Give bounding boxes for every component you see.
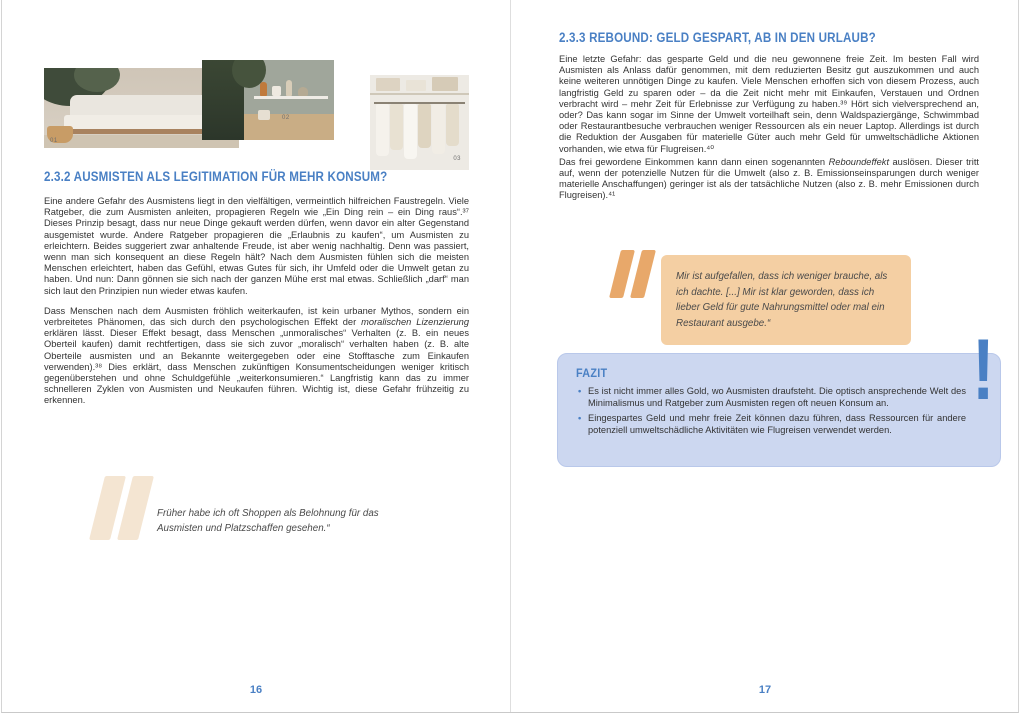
fazit-bullet: • Eingespartes Geld und mehr freie Zeit können dazu führen, dass Ressourcen für andere potenziell umweltschädliche Aktivitäten wie Flugreisen verwendet werden. [576, 413, 966, 436]
page-number: 16 [249, 684, 263, 696]
page-16 [2, 0, 510, 712]
vase-shape [272, 86, 281, 96]
sofa-seat-shape [64, 115, 224, 130]
pull-quote: Früher habe ich oft Shoppen als Belohnung für das Ausmisten und Platzschaffen gesehen.“ [157, 508, 379, 534]
paragraph: Das frei gewordene Einkommen kann dann einen sogenannten Reboundeffekt auslösen. Dieser tritt auf, wenn der potenzielle Nutzen für die Umwelt (also z. B. Emissionseinsparungen durch weniger materielle Anschaffungen) geringer ist als der tatsächliche Nutzen (also z. B. mehr Emissionen durch Flugreisen).⁴¹ [559, 156, 979, 201]
photo-number-label: 03 [453, 156, 461, 162]
vase-shape [260, 82, 267, 96]
storage-box-shape [432, 77, 458, 91]
fazit-title: FAZIT [576, 366, 608, 380]
photo-shelf [202, 60, 334, 140]
fazit-bullet: • Es ist nicht immer alles Gold, wo Ausmisten draufsteht. Die optisch ansprechende Welt des Minimalismus und Ratgeber zum Ausmisten regen oft neuen Konsum an. [576, 386, 966, 409]
hanging-garment-shape [446, 104, 459, 146]
storage-box-shape [376, 78, 400, 91]
body-text-column [559, 54, 979, 204]
body-text-column [44, 196, 469, 416]
page-number: 17 [758, 684, 772, 696]
photo-wardrobe [370, 75, 469, 170]
paragraph: Eine andere Gefahr des Ausmistens liegt in den vielfältigen, vermeintlich hilfreichen Faustregeln. Viele Ratgeber, die zum Ausmisten anleiten, propagieren Regeln wie „Ein Ding rein – ein Ding raus“.³⁷ Dieses Prinzip besagt, dass nur neue Dinge gekauft werden dürfen, wenn davor ein alter Gegenstand ausgemistet wurde. Andere Ratgeber propagieren die „Erlaubnis zu kaufen“, um Ausmisten zu erleichtern. Beides suggeriert zwar anhaltende Freude, ist aber wenig nachhaltig. Denn was passiert, wenn man sich konsequent an diese Regeln hält? Nach dem Ausmisten fühlen sich die meisten Menschen erleichtert, haben das Gefühl, etwas Gutes für sich, ihr Umfeld oder die Umwelt getan zu haben. Und nun: Dann gönnen sie sich nach der ganzen Mühe erst mal etwas. Schließlich „darf“ man sich laut den Prinzipien nun wieder etwas kaufen. [44, 196, 469, 296]
exclamation-mark-icon: ! [972, 322, 995, 418]
vase-shape [286, 80, 292, 96]
hanging-garment-shape [432, 104, 445, 154]
section-heading-2-3-2: 2.3.2 AUSMISTEN ALS LEGITIMATION FÜR MEHR KONSUM? [44, 169, 388, 184]
photo-number-label: 01 [50, 138, 58, 144]
section-heading-2-3-3: 2.3.3 REBOUND: GELD GESPART, AB IN DEN URLAUB? [559, 30, 876, 45]
pull-quote: Mir ist aufgefallen, dass ich weniger brauche, als ich dachte. [...] Mir ist klar geworden, dass ich lieber Geld für gute Nahrungsmittel oder mal ein Restaurant ausgebe.“ [676, 271, 888, 329]
quote-mark-icon [615, 250, 650, 298]
book-spread [1, 0, 1019, 713]
fazit-box [557, 353, 1001, 467]
shelf-shape [254, 96, 328, 99]
photo-collage [44, 58, 469, 173]
quote-box [661, 255, 911, 345]
hanging-garment-shape [418, 104, 431, 148]
paragraph: Dass Menschen nach dem Ausmisten fröhlich weiterkaufen, ist kein urbaner Mythos, sondern ein verbreitetes Phänomen, das sich durch den psychologischen Effekt der moralischen Lizenzierung erklären lässt. Dieser Effekt besagt, dass Menschen „unmoralisches“ Verhalten (z. B. ein neues Oberteil kaufen) damit rechtfertigen, dass sie sich zuvor „moralisch“ verhalten haben (z. B. alte Oberteile ausmisten und an Bekannte weitergegeben oder eine Stofftasche zum Einkaufen verwenden).³⁸ Dies erklärt, dass Menschen zukünftigen Konsumentscheidungen weniger kritisch gegenüberstehen und ohne Schuldgefühle „weiterkonsumieren.“ Langfristig kann das zu immer schnelleren Zyklen von Ausmisten und Neukaufen führen. Wichtig ist, diese Gefahr frühzeitig zu erkennen. [44, 305, 470, 406]
page-17 [510, 0, 1019, 712]
sofa-base-shape [68, 129, 220, 134]
hanging-garment-shape [404, 104, 417, 159]
photo-number-label: 02 [282, 115, 290, 121]
quote-mark-icon [97, 476, 146, 540]
hanging-garment-shape [376, 104, 389, 156]
paragraph: Eine letzte Gefahr: das gesparte Geld und die neu gewonnene freie Zeit. Im besten Fall wird Ausmisten als Anlass dafür genommen, mit dem reduzierten Besitz gut auszukommen und auch keine weiteren unnötigen Dinge zu kaufen. Viele Menschen erhoffen sich von diesem Prozess, auch langfristig Geld zu sparen oder – da die Zeit nicht mehr mit Einkaufen, Verstauen und Ordnen verbracht wird – mehr Zeit für Erlebnisse zur Verfügung zu haben.³⁹ Hört sich vielversprechend an, oder? Das kann sogar im Sinne der Umwelt vorteilhaft sein, denn Waldspaziergänge, Schwimmbad oder Restaurantbesuche verbrauchen weniger Ressourcen als ein neuer Laptop. Allerdings ist durch die Reduktion der Ausgaben für materielle Güter auch mehr Geld für umweltschädliche Aktionen vorhanden, wie etwa für Flugreisen.⁴⁰ [559, 54, 979, 154]
vase-shape [298, 87, 308, 96]
decor-item-shape [258, 110, 270, 120]
storage-box-shape [406, 80, 426, 91]
hanging-garment-shape [390, 104, 403, 150]
shelf-shape [370, 93, 469, 95]
fazit-list [576, 386, 966, 436]
